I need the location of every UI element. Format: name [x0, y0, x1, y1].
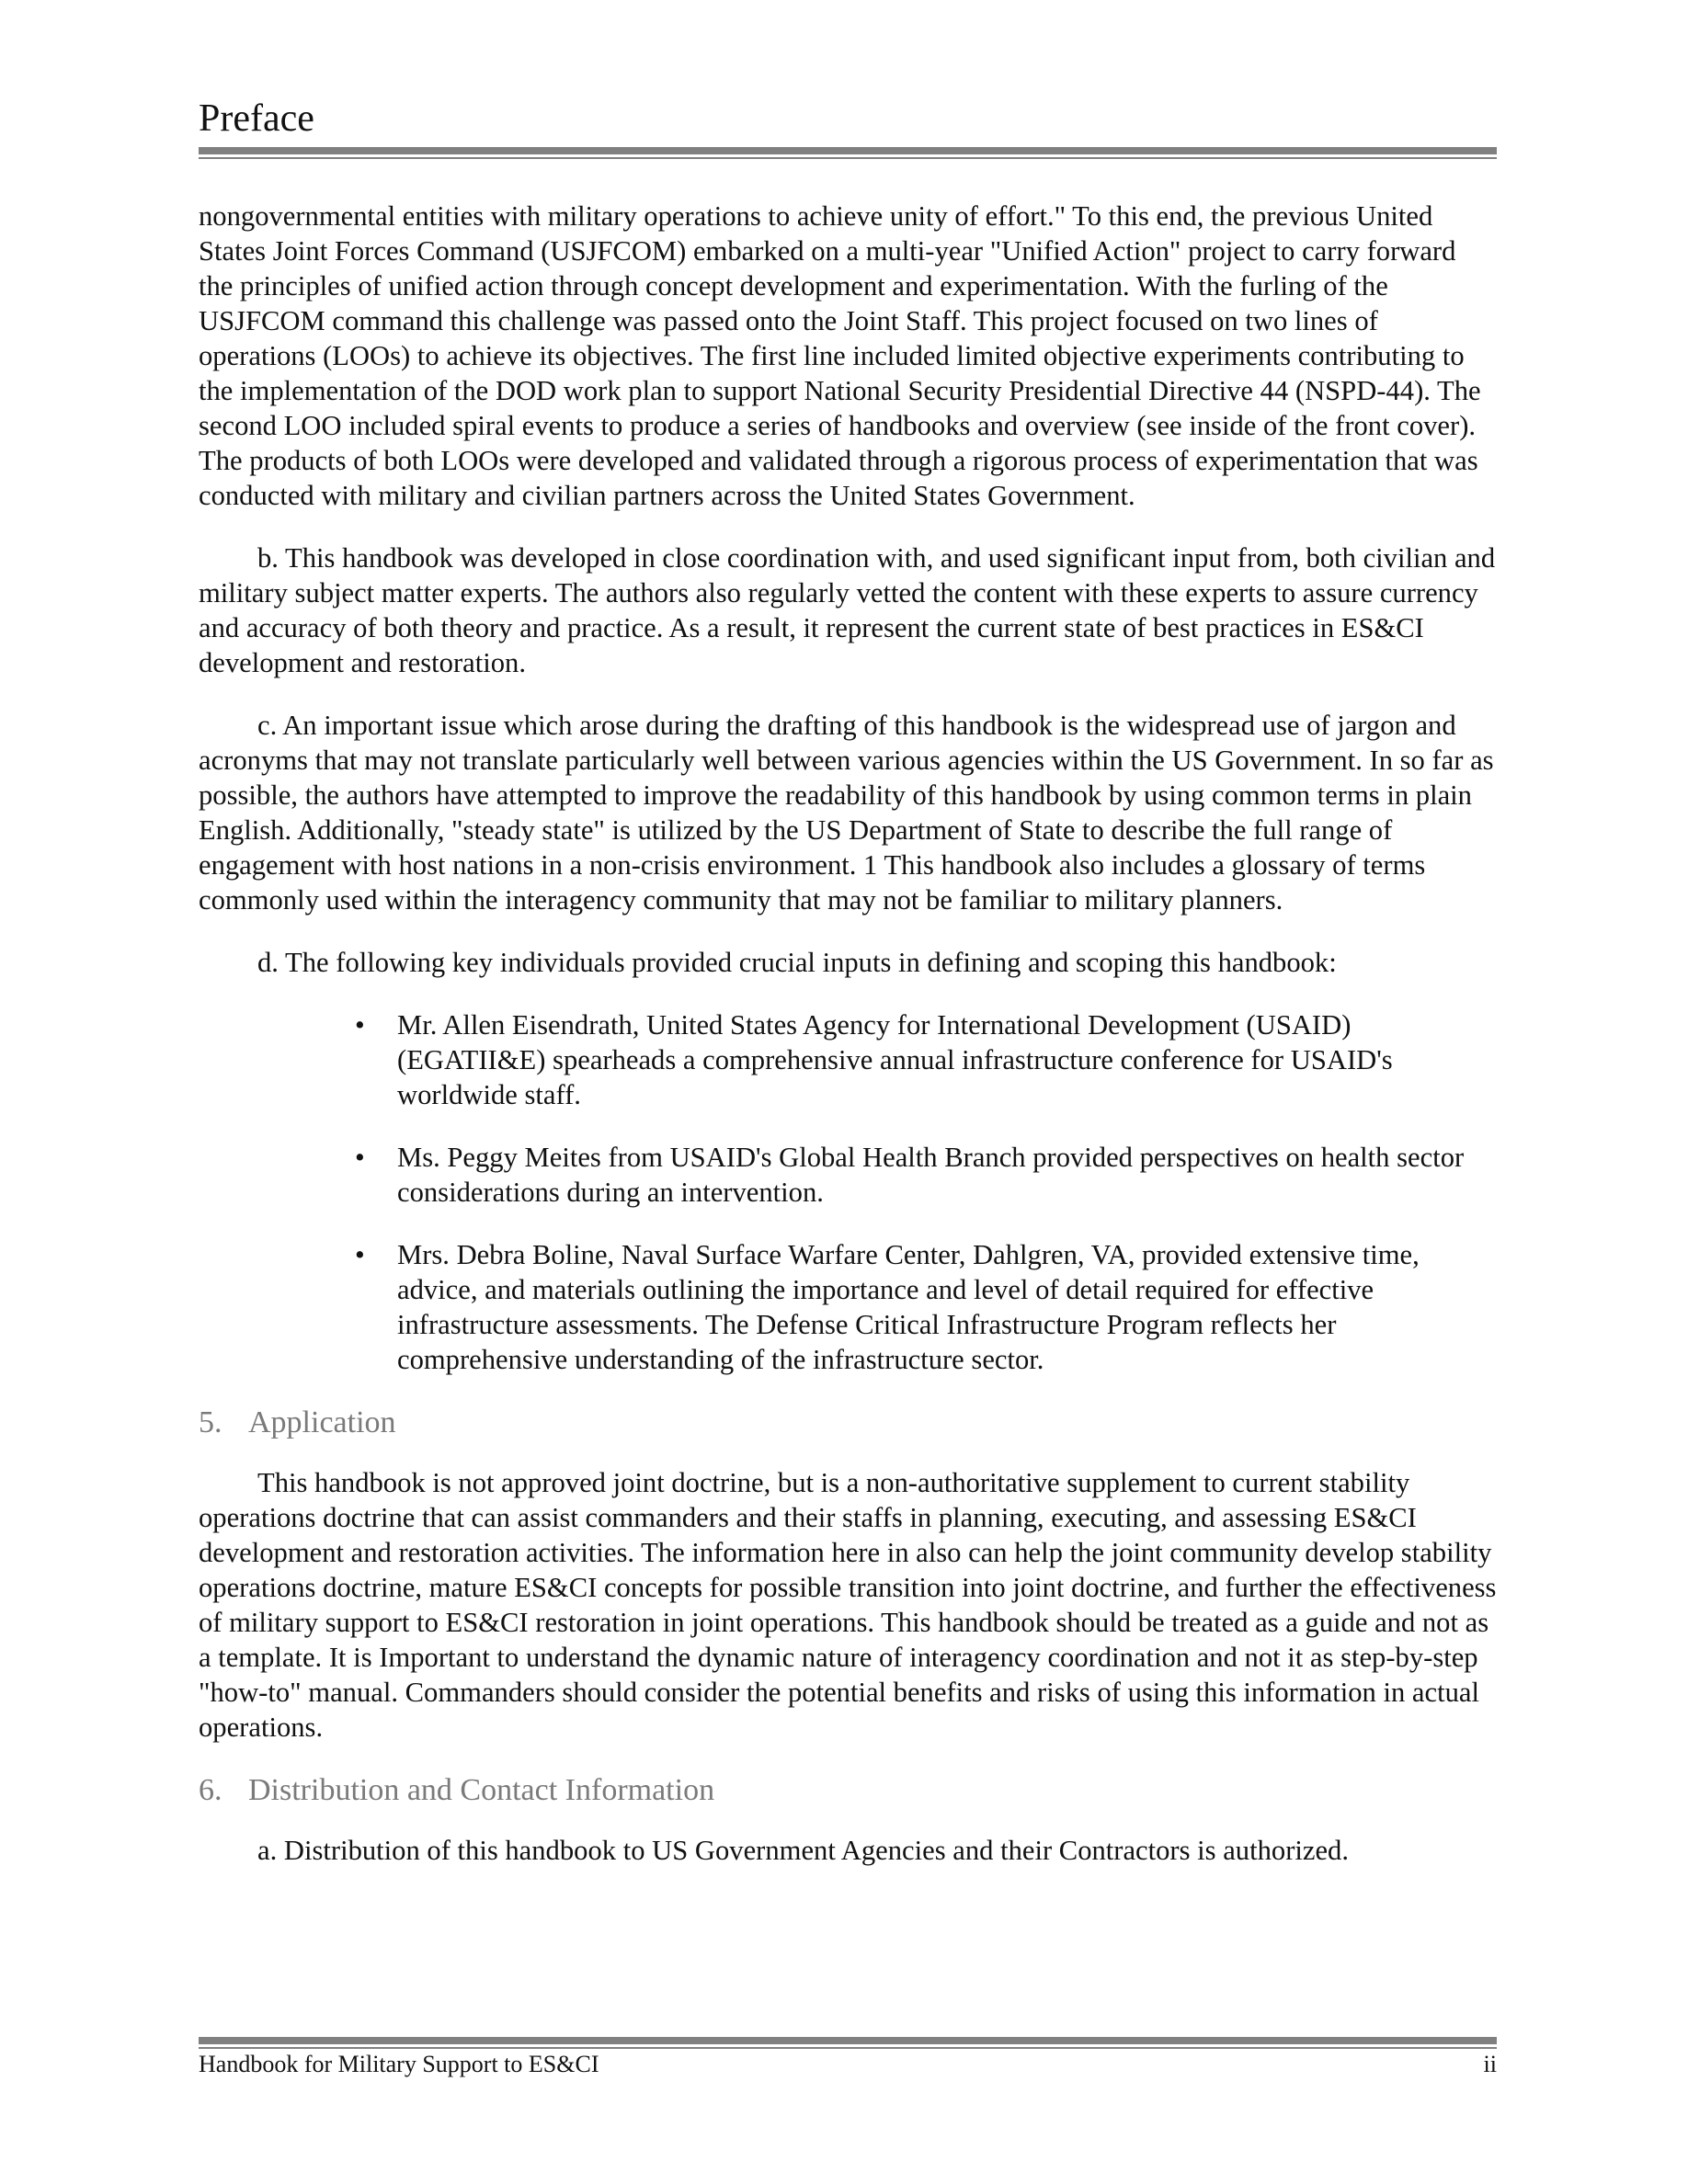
- list-item-text: Ms. Peggy Meites from USAID's Global Health Branch provided perspectives on health sector considerations during an intervention.: [397, 1142, 1465, 1208]
- list-item: [355, 1007, 1497, 1112]
- paragraph-d: d. The following key individuals provided crucial inputs in defining and scoping this handbook:: [257, 947, 1337, 978]
- paragraph-continued: nongovernmental entities with military operations to achieve unity of effort." To this end, the previous United States Joint Forces Command (USJFCOM) embarked on a multi-year "Unified Action" project to carry forward the principles of unified action through concept development and experimentation. With the furling of the USJFCOM command this challenge was passed onto the Joint Staff. This project focused on two lines of operations (LOOs) to achieve its objectives. The first line included limited objective experiments contributing to the implementation of the DOD work plan to support National Security Presidential Directive 44 (NSPD-44). The second LOO included spiral events to produce a series of handbooks and overview (see inside of the front cover). The products of both LOOs were developed and validated through a rigorous process of experimentation that was conducted with military and civilian partners across the United States Government.: [199, 200, 1481, 511]
- page-header-title: Preface: [199, 97, 314, 140]
- footer-rule: [199, 2037, 1497, 2049]
- section-heading-distribution: [199, 1772, 1497, 1809]
- bullet-icon: •: [355, 1009, 365, 1041]
- distribution-paragraph-a: a. Distribution of this handbook to US Government Agencies and their Contractors is authorized.: [257, 1835, 1349, 1866]
- list-item-text: Mrs. Debra Boline, Naval Surface Warfare Center, Dahlgren, VA, provided extensive time, advice, and materials outlining the importance and level of detail required for effective infrastructure assessments. The Defense Critical Infrastructure Program reflects her comprehensive understanding of the infrastructure sector.: [397, 1239, 1420, 1375]
- section-title: Application: [248, 1405, 396, 1439]
- document-body: [199, 199, 1497, 1895]
- contributors-list: [199, 1007, 1497, 1377]
- section-number: 6.: [199, 1773, 222, 1807]
- paragraph-b: b. This handbook was developed in close coordination with, and used significant input from, both civilian and military subject matter experts. The authors also regularly vetted the content with these experts to assure currency and accuracy of both theory and practice. As a result, it represent the current state of best practices in ES&CI development and restoration.: [199, 542, 1496, 678]
- list-item: [355, 1237, 1497, 1377]
- bullet-icon: •: [355, 1142, 365, 1173]
- header-rule: [199, 147, 1497, 159]
- application-paragraph: This handbook is not approved joint doctrine, but is a non-authoritative supplement to current stability operations doctrine that can assist commanders and their staffs in planning, executing, and assessing ES&CI development and restoration activities. The information here in also can help the joint community develop stability operations doctrine, mature ES&CI concepts for possible transition into joint doctrine, and further the effectiveness of military support to ES&CI restoration in joint operations. This handbook should be treated as a guide and not as a template. It is Important to understand the dynamic nature of interagency coordination and not it as step-by-step "how-to" manual. Commanders should consider the potential benefits and risks of using this information in actual operations.: [199, 1467, 1497, 1743]
- footer-page-number: ii: [1483, 2051, 1497, 2077]
- section-title: Distribution and Contact Information: [248, 1773, 715, 1807]
- section-heading-application: [199, 1405, 1497, 1441]
- section-number: 5.: [199, 1405, 222, 1439]
- paragraph-c: c. An important issue which arose during the drafting of this handbook is the widespread use of jargon and acronyms that may not translate particularly well between various agencies within the US Government. In so far as possible, the authors have attempted to improve the readability of this handbook by using common terms in plain English. Additionally, "steady state" is utilized by the US Department of State to describe the full range of engagement with host nations in a non-crisis environment. 1 This handbook also includes a glossary of terms commonly used within the interagency community that may not be familiar to military planners.: [199, 710, 1494, 916]
- list-item-text: Mr. Allen Eisendrath, United States Agency for International Development (USAID) (EGATII&E) spearheads a comprehensive annual infrastructure conference for USAID's worldwide staff.: [397, 1009, 1393, 1110]
- bullet-icon: •: [355, 1239, 365, 1270]
- footer-document-title: Handbook for Military Support to ES&CI: [199, 2051, 599, 2077]
- list-item: [355, 1140, 1497, 1210]
